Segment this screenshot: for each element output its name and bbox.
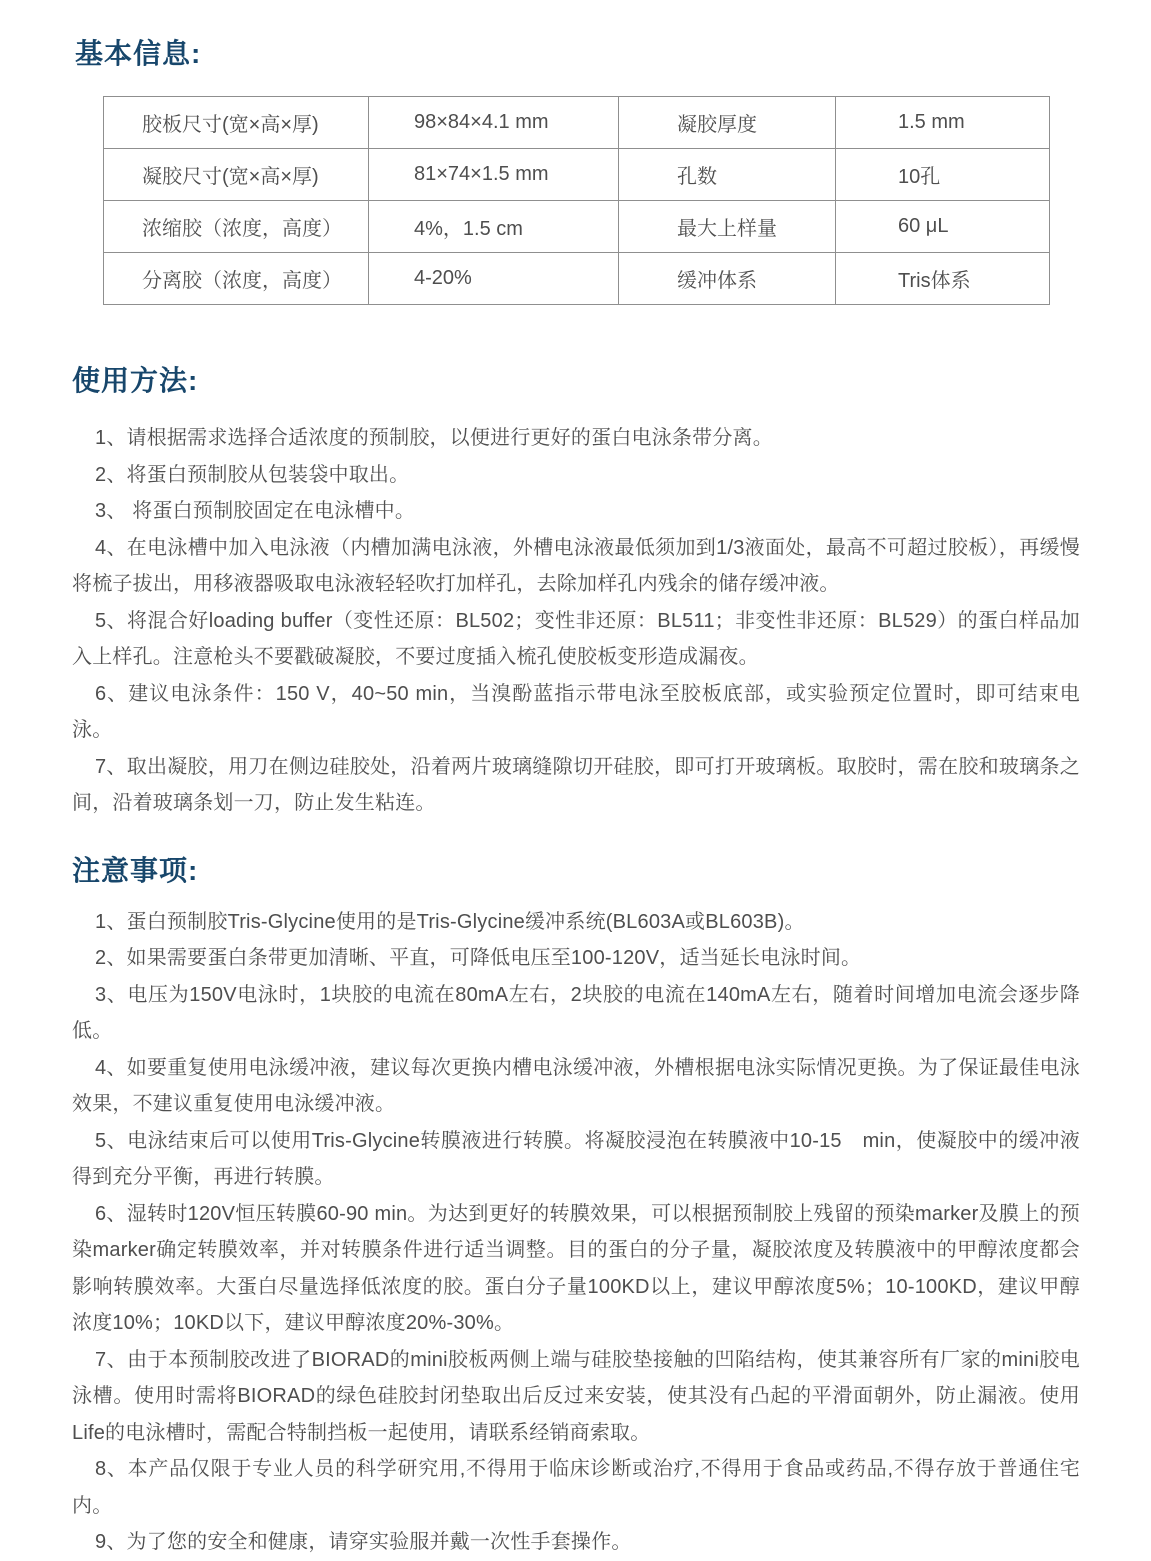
note-item: 9、为了您的安全和健康，请穿实验服并戴一次性手套操作。 [95, 1531, 632, 1553]
spec-value-cell: 98×84×4.1 mm [369, 97, 619, 149]
spec-value-cell: 60 μL [836, 201, 1050, 253]
usage-step: 7、取出凝胶，用刀在侧边硅胶处，沿着两片玻璃缝隙切开硅胶，即可打开玻璃板。取胶时，需在胶和玻璃条之间，沿着玻璃条划一刀，防止发生粘连。 [72, 755, 1080, 814]
spec-label-cell: 胶板尺寸(宽×高×厚) [104, 97, 369, 149]
table-row [104, 201, 1050, 253]
notes-heading: 注意事项: [72, 854, 199, 886]
usage-step: 2、将蛋白预制胶从包装袋中取出。 [95, 463, 410, 486]
spec-label-cell: 分离胶（浓度，高度） [104, 253, 369, 305]
table-row [104, 149, 1050, 201]
usage-heading: 使用方法: [72, 365, 199, 396]
usage-step: 3、 将蛋白预制胶固定在电泳槽中。 [95, 500, 416, 522]
usage-step: 6、建议电泳条件：150 V，40~50 min，当溴酚蓝指示带电泳至胶板底部，或实验预定位置时，即可结束电泳。 [72, 682, 1080, 741]
note-item: 7、由于本预制胶改进了BIORAD的mini胶板两侧上端与硅胶垫接触的凹陷结构，使其兼容所有厂家的mini胶电泳槽。使用时需将BIORAD的绿色硅胶封闭垫取出后反过来安装，使其没有凸起的平滑面朝外，防止漏液。使用Life的电泳槽时，需配合特制挡板一起使用，请联系经销商索取。 [72, 1348, 1080, 1444]
spec-value-cell: 4-20% [369, 253, 619, 305]
spec-label-cell: 孔数 [619, 149, 836, 201]
usage-steps [72, 420, 1080, 822]
spec-label-cell: 最大上样量 [619, 201, 836, 253]
note-item: 5、电泳结束后可以使用Tris-Glycine转膜液进行转膜。将凝胶浸泡在转膜液中10-15 min，使凝胶中的缓冲液得到充分平衡，再进行转膜。 [72, 1129, 1080, 1188]
spec-label-cell: 缓冲体系 [619, 253, 836, 305]
note-item: 8、本产品仅限于专业人员的科学研究用,不得用于临床诊断或治疗,不得用于食品或药品,不得存放于普通住宅内。 [72, 1458, 1080, 1517]
spec-label-cell: 浓缩胶（浓度，高度） [104, 201, 369, 253]
note-items [72, 904, 1080, 1561]
usage-step: 4、在电泳槽中加入电泳液（内槽加满电泳液，外槽电泳液最低须加到1/3液面处，最高不可超过胶板），再缓慢将梳子拔出，用移液器吸取电泳液轻轻吹打加样孔，去除加样孔内残余的储存缓冲液。 [72, 536, 1080, 595]
note-item: 3、电压为150V电泳时，1块胶的电流在80mA左右，2块胶的电流在140mA左右，随着时间增加电流会逐步降低。 [72, 983, 1080, 1042]
spec-value-cell: 4%，1.5 cm [369, 201, 619, 253]
spec-value-cell: 10孔 [836, 149, 1050, 201]
note-item: 1、蛋白预制胶Tris-Glycine使用的是Tris-Glycine缓冲系统(BL603A或BL603B)。 [95, 910, 805, 933]
spec-table [103, 96, 1050, 305]
spec-value-cell: Tris体系 [836, 253, 1050, 305]
note-item: 6、湿转时120V恒压转膜60-90 min。为达到更好的转膜效果，可以根据预制胶上残留的预染marker及膜上的预染marker确定转膜效率，并对转膜条件进行适当调整。目的蛋白的分子量，凝胶浓度及转膜液中的甲醇浓度都会影响转膜效率。大蛋白尽量选择低浓度的胶。蛋白分子量100KD以上，建议甲醇浓度5%；10-100KD，建议甲醇浓度10%；10KD以下，建议甲醇浓度20%-30%。 [72, 1202, 1080, 1334]
basic-info-heading: 基本信息: [75, 38, 202, 69]
table-row [104, 97, 1050, 149]
spec-label-cell: 凝胶厚度 [619, 97, 836, 149]
section-notes [72, 855, 1080, 1561]
spec-label-cell: 凝胶尺寸(宽×高×厚) [104, 149, 369, 201]
spec-value-cell: 81×74×1.5 mm [369, 149, 619, 201]
spec-value-cell: 1.5 mm [836, 97, 1050, 149]
section-basic-info [72, 38, 1080, 305]
note-item: 2、如果需要蛋白条带更加清晰、平直，可降低电压至100-120V，适当延长电泳时间。 [95, 947, 862, 969]
usage-step: 5、将混合好loading buffer（变性还原：BL502；变性非还原：BL511；非变性非还原：BL529）的蛋白样品加入上样孔。注意枪头不要戳破凝胶，不要过度插入梳孔使胶板变形造成漏夜。 [72, 609, 1080, 668]
table-row [104, 253, 1050, 305]
usage-step: 1、请根据需求选择合适浓度的预制胶，以便进行更好的蛋白电泳条带分离。 [95, 427, 773, 449]
section-usage [72, 365, 1080, 822]
note-item: 4、如要重复使用电泳缓冲液，建议每次更换内槽电泳缓冲液，外槽根据电泳实际情况更换。为了保证最佳电泳效果，不建议重复使用电泳缓冲液。 [72, 1056, 1080, 1115]
